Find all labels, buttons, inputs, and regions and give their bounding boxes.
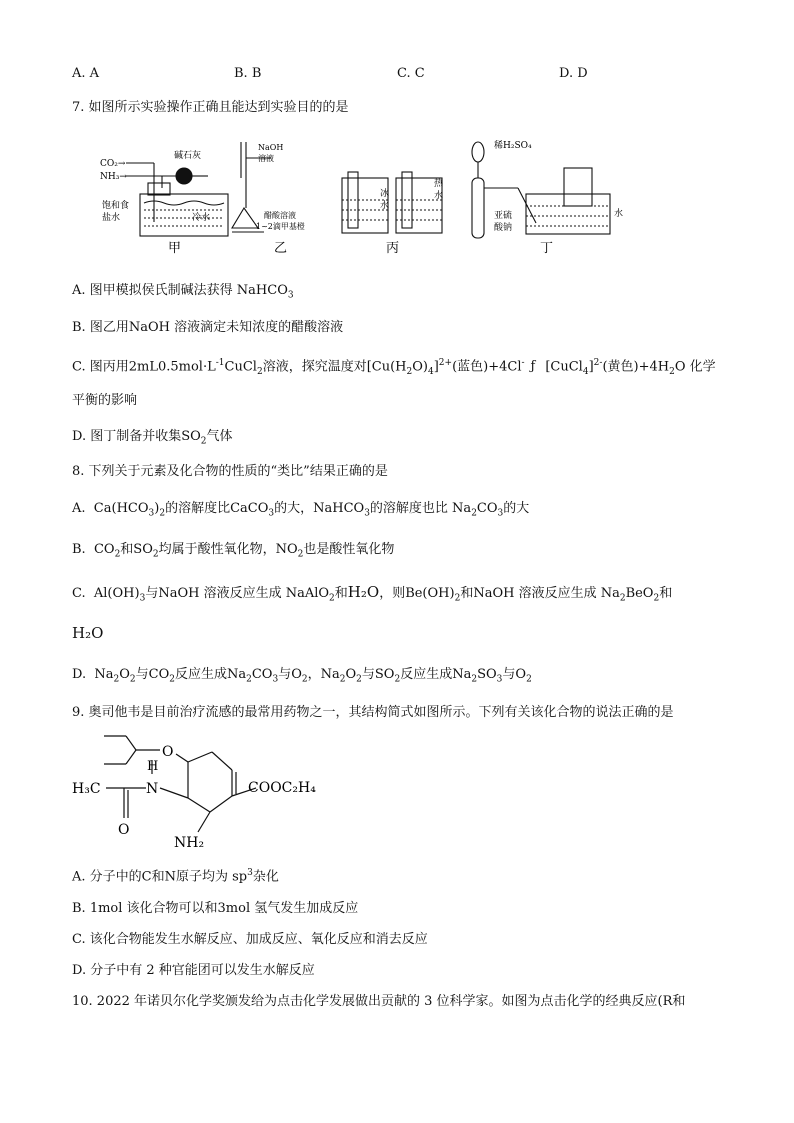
q8-stem: 8. 下列关于元素及化合物的性质的“类比”结果正确的是 [72,464,388,479]
struct-nh2: NH₂ [174,835,205,851]
fig-label-acid-1: 醋酸溶液 [264,211,296,220]
q6-options [72,66,722,86]
q7-option-c-cont: 平衡的影响 [72,393,138,408]
fig-caption-ding: 丁 [540,241,554,256]
q9-stem: 9. 奥司他韦是目前治疗流感的最常用药物之一，其结构简式如图所示。下列有关该化合物的说法正确的是 [72,705,674,720]
q6-option-c: C. C [397,66,425,81]
fig-caption-bing: 丙 [386,241,400,256]
fig-caption-jia: 甲 [168,241,182,256]
struct-n: N [146,781,159,797]
fig-label-naoh-2: 溶液 [258,154,274,163]
fig-label-dilute-acid: 稀H₂SO₄ [494,141,532,151]
fig-label-ice-1: 冰 [380,189,390,199]
q7-option-b: B. 图乙用NaOH 溶液滴定未知浓度的醋酸溶液 [72,320,344,335]
fig-label-cold-water: 冷水 [192,213,211,223]
fig-label-hot-2: 水 [434,191,444,201]
struct-ester: COOC₂H₄ [248,780,316,796]
oseltamivir-structure [70,726,340,851]
q8-option-c: C. $Al(OH)_3$与NaOH 溶液反应生成 NaAlO$_2$和H₂O，则$Be(OH)_2$和NaOH 溶液反应生成 $Na_2BeO_2$和 [72,583,673,604]
fig-label-naoh-1: NaOH [258,143,284,152]
q7-option-d: D. 图丁制备并收集$SO_2$气体 [72,429,233,447]
q10-stem: 10. 2022 年诺贝尔化学奖颁发给为点击化学发展做出贡献的 3 位科学家。如图为点击化学的经典反应(R和 [72,994,686,1009]
struct-carbonyl-o: O [118,822,130,838]
fig-label-sulfite-2: 酸钠 [494,223,513,233]
fig-label-soda-lime: 碱石灰 [174,151,202,161]
struct-o: O [162,744,174,760]
fig-caption-yi: 乙 [274,241,288,256]
struct-h: H [147,759,159,774]
fig-label-ice-2: 水 [380,201,390,211]
q8-option-d: D. $Na_2O_2$与$CO_2$反应生成$Na_2CO_3$与$O_2$，$Na_2O_2$与$SO_2$反应生成$Na_2SO_3$与$O_2$ [72,667,532,685]
fig-label-brine-2: 盐水 [102,213,121,223]
q9-option-b: B. 1mol 该化合物可以和3mol 氢气发生加成反应 [72,901,359,916]
q8-option-b: B. $CO_2$和$SO_2$均属于酸性氧化物，$NO_2$也是酸性氧化物 [72,542,395,560]
fig-label-sulfite-1: 亚硫 [494,211,513,221]
q9-option-c: C. 该化合物能发生水解反应、加成反应、氧化反应和消去反应 [72,932,428,947]
struct-h3c: H₃C [72,781,101,797]
q7-option-c: C. 图丙用$2mL0.5mol\cdot L^{-1}CuCl_2$溶液，探究温度对$[Cu(H_2O)_4]^{2+}$(蓝色)+4Cl- ƒ [CuCl$_4$]$^{2-}$(黄色)$+4H_2O$ 化学 [72,358,716,377]
fig-label-co2: CO₂→ [100,159,126,169]
q7-option-a: A. 图甲模拟侯氏制碱法获得 NaHCO$_3$ [72,283,294,301]
fig-label-acid-2: 1~2滴甲基橙 [256,222,305,231]
fig-label-hot-1: 热 [434,179,444,189]
fig-label-brine-1: 饱和食 [102,201,130,211]
q7-apparatus-figure [96,128,636,260]
q8-option-c-cont: H₂O [72,624,104,642]
q8-option-a: A. $Ca(HCO_3)_2$的溶解度比CaCO$_3$的大，NaHCO$_3$的溶解度也比 $Na_2CO_3$的大 [72,501,530,519]
q6-option-d: D. D [559,66,588,81]
q6-option-b: B. B [234,66,262,81]
q9-option-d: D. 分子中有 2 种官能团可以发生水解反应 [72,963,315,978]
q7-stem: 7. 如图所示实验操作正确且能达到实验目的的是 [72,100,349,115]
q9-option-a: A. 分子中的C和N原子均为 $sp^3$杂化 [72,868,279,885]
fig-label-water: 水 [614,209,624,219]
q6-option-a: A. A [72,66,100,81]
fig-label-nh3: NH₃→ [100,172,127,182]
